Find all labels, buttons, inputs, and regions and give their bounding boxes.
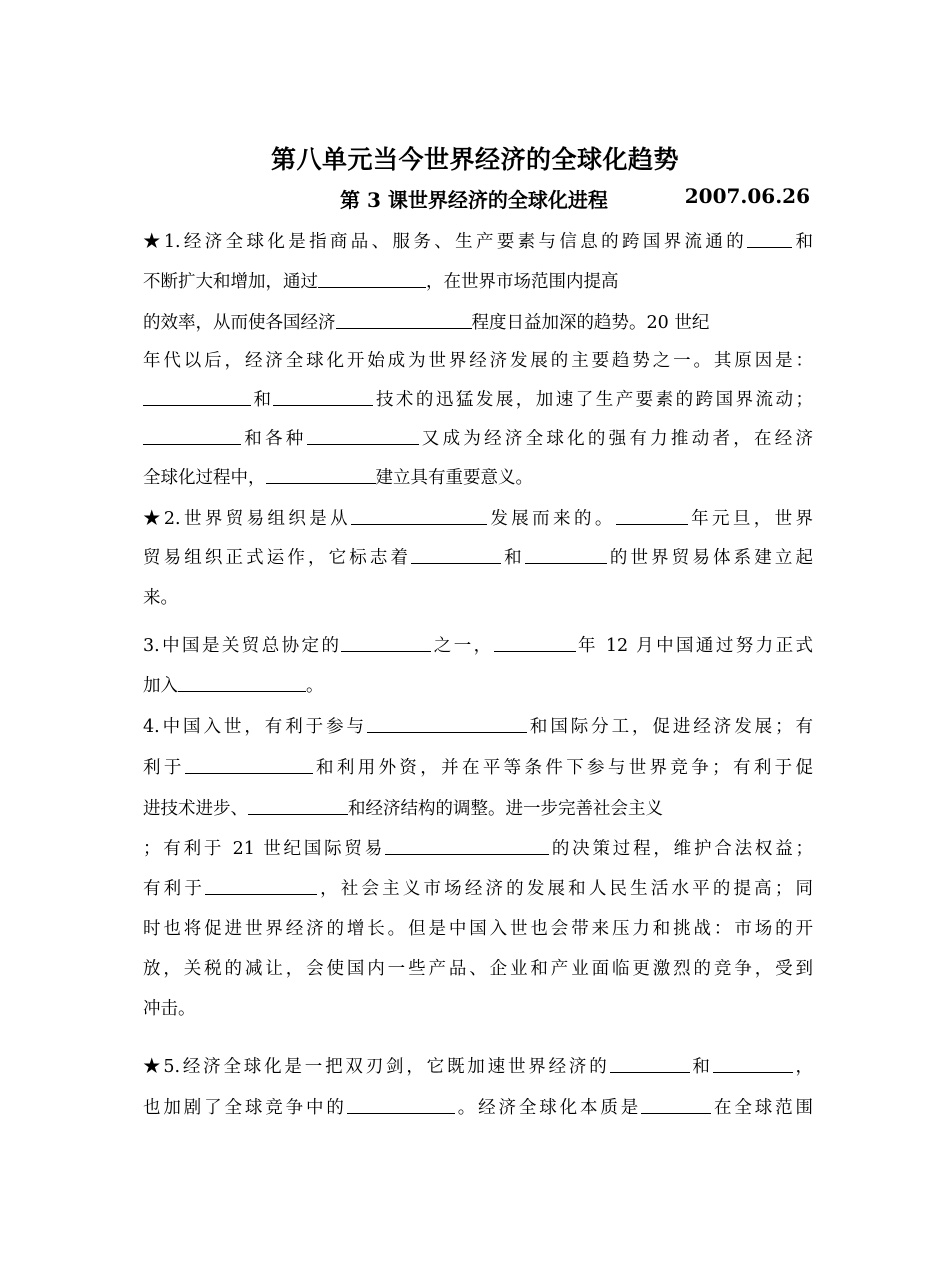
- fill-in-blank[interactable]: [178, 672, 306, 692]
- text-line: [143, 584, 813, 612]
- line-text: 年 12 月中国通过努力正式: [575, 636, 813, 656]
- fill-in-blank[interactable]: [185, 754, 313, 774]
- line-text: ，: [792, 1057, 813, 1077]
- text-line: [143, 268, 813, 296]
- text-line: [143, 1053, 813, 1081]
- line-text: 的世界贸易体系建立起: [606, 548, 813, 568]
- fill-in-blank[interactable]: [616, 505, 688, 525]
- text-line: [143, 1094, 813, 1122]
- fill-in-blank[interactable]: [248, 795, 348, 815]
- text-line: [143, 632, 813, 660]
- lesson-subtitle: [340, 184, 810, 213]
- text-line: [143, 713, 813, 741]
- text-line: [143, 672, 813, 700]
- fill-in-blank[interactable]: [273, 386, 373, 406]
- text-line: [143, 425, 813, 453]
- text-line: [143, 995, 813, 1023]
- line-text: 的效率，从而使各国经济: [143, 313, 336, 333]
- line-text: 之一，: [431, 636, 494, 656]
- fill-in-blank[interactable]: [411, 544, 501, 564]
- line-text: 3.中国是关贸总协定的: [143, 636, 342, 656]
- line-text: 进技术进步、: [143, 799, 248, 819]
- line-text: 不断扩大和增加，通过: [143, 272, 318, 292]
- fill-in-blank[interactable]: [307, 425, 419, 445]
- line-text: ；有利于 21 世纪国际贸易: [143, 839, 386, 859]
- line-text: ★2.世界贸易组织是从: [143, 509, 352, 529]
- line-text: 和国际分工，促进经济发展；有: [526, 717, 813, 737]
- fill-in-blank[interactable]: [341, 632, 431, 652]
- line-text: 程度日益加深的趋势。20 世纪: [471, 313, 710, 333]
- fill-in-blank[interactable]: [713, 1053, 793, 1073]
- text-line: [143, 386, 813, 414]
- line-text: 。: [306, 676, 324, 696]
- line-text: 发展而来的。: [487, 509, 616, 529]
- fill-in-blank[interactable]: [351, 505, 487, 525]
- line-text: 时也将促进世界经济的增长。但是中国入世也会带来压力和挑战：市场的开: [143, 919, 813, 939]
- text-line: [143, 955, 813, 983]
- line-text: 年代以后，经济全球化开始成为世界经济发展的主要趋势之一。其原因是：: [143, 351, 813, 371]
- line-text: 贸易组织正式运作，它标志着: [143, 548, 412, 568]
- text-line: [143, 754, 813, 782]
- text-line: [143, 347, 813, 375]
- lesson-title: 第 3 课世界经济的全球化进程: [340, 188, 608, 212]
- line-text: 和: [792, 232, 813, 252]
- document-date: 2007.06.26: [684, 184, 810, 208]
- text-line: [143, 875, 813, 903]
- line-text: 利于: [143, 758, 185, 778]
- fill-in-blank[interactable]: [385, 835, 549, 855]
- fill-in-blank[interactable]: [143, 425, 241, 445]
- line-text: 有利于: [143, 879, 205, 899]
- text-line: [143, 544, 813, 572]
- page-title: 第八单元当今世界经济的全球化趋势: [270, 145, 679, 174]
- fill-in-blank[interactable]: [336, 309, 472, 329]
- text-line: [143, 309, 813, 337]
- fill-in-blank[interactable]: [747, 228, 792, 248]
- text-line: [143, 505, 813, 533]
- line-text: 和: [251, 390, 274, 410]
- line-text: 和各种: [241, 429, 307, 449]
- fill-in-blank[interactable]: [367, 713, 527, 733]
- line-text: 冲击。: [143, 999, 196, 1019]
- fill-in-blank[interactable]: [525, 544, 607, 564]
- text-line: [143, 795, 813, 823]
- line-text: 建立具有重要意义。: [375, 468, 533, 488]
- line-text: ★1.经济全球化是指商品、服务、生产要素与信息的跨国界流通的: [143, 232, 748, 252]
- line-text: 年元旦，世界: [687, 509, 813, 529]
- fill-in-blank[interactable]: [143, 386, 251, 406]
- line-text: 在全球范围: [711, 1098, 813, 1118]
- line-text: ，在世界市场范围内提高: [426, 272, 619, 292]
- text-line: [143, 835, 813, 863]
- line-text: 加入: [143, 676, 178, 696]
- line-text: 和: [501, 548, 525, 568]
- line-text: 和经济结构的调整。进一步完善社会主义: [348, 799, 663, 819]
- line-text: 来。: [143, 588, 178, 608]
- line-text: 和: [689, 1057, 713, 1077]
- line-text: 又成为经济全球化的强有力推动者，在经济: [418, 429, 813, 449]
- text-line: [143, 228, 813, 256]
- fill-in-blank[interactable]: [318, 268, 426, 288]
- line-text: 全球化过程中，: [143, 468, 266, 488]
- fill-in-blank[interactable]: [205, 875, 317, 895]
- line-text: ★5.经济全球化是一把双刃剑，它既加速世界经济的: [143, 1057, 610, 1077]
- text-line: [143, 915, 813, 943]
- line-text: 也加剧了全球竞争中的: [143, 1098, 347, 1118]
- line-text: 技术的迅猛发展，加速了生产要素的跨国界流动；: [373, 390, 813, 410]
- text-line: [143, 464, 813, 492]
- line-text: 的决策过程，维护合法权益；: [549, 839, 813, 859]
- line-text: ，社会主义市场经济的发展和人民生活水平的提高；同: [317, 879, 813, 899]
- fill-in-blank[interactable]: [266, 464, 376, 484]
- fill-in-blank[interactable]: [610, 1053, 690, 1073]
- fill-in-blank[interactable]: [494, 632, 576, 652]
- fill-in-blank[interactable]: [347, 1094, 455, 1114]
- fill-in-blank[interactable]: [641, 1094, 711, 1114]
- line-text: 和利用外资，并在平等条件下参与世界竞争；有利于促: [312, 758, 813, 778]
- line-text: 。经济全球化本质是: [454, 1098, 642, 1118]
- line-text: 4.中国入世，有利于参与: [143, 717, 367, 737]
- line-text: 放，关税的减让，会使国内一些产品、企业和产业面临更激烈的竞争，受到: [143, 959, 813, 979]
